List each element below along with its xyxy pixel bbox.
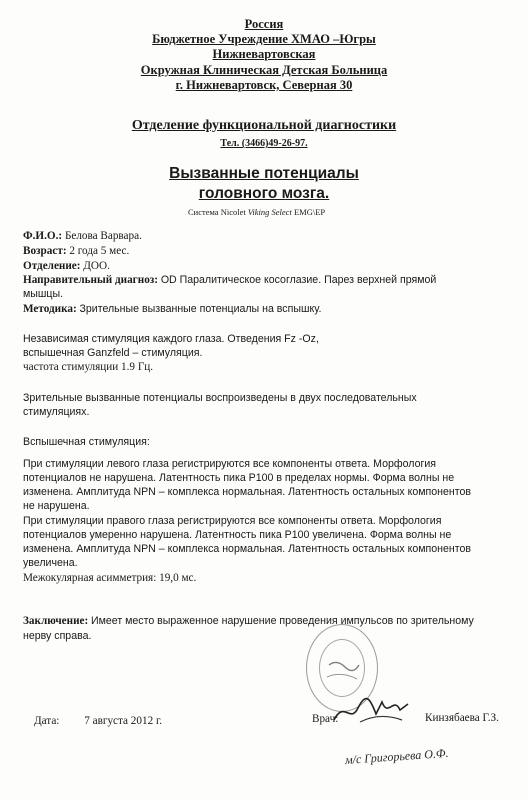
- department-phone: Тел. (3466)49-26-97.: [220, 138, 308, 149]
- header-address: г. Нижневартовск, Северная 30: [175, 78, 353, 92]
- doctor-signature: [330, 690, 420, 730]
- right-eye-line-4: увеличена.: [23, 557, 78, 569]
- system-name: Система Nicolet Viking Select EMG\EP: [188, 207, 326, 217]
- report-title-line2: головного мозга.: [198, 185, 330, 202]
- patient-name-row: Ф.И.О.: Белова Варвара.: [23, 230, 142, 242]
- conclusion-row: Заключение: Имеет место выраженное нарушение проведения импульсов по зрительному: [23, 615, 474, 627]
- asymmetry-line: Межокулярная асимметрия: 19,0 мс.: [23, 572, 197, 584]
- doctor-name: Кинзябаева Г.З.: [425, 712, 499, 724]
- header-hospital: Окружная Клиническая Детская Больница: [140, 63, 388, 77]
- conclusion-row-cont: нерву справа.: [23, 630, 92, 642]
- header-city: Нижневартовская: [212, 47, 316, 61]
- stimulation-line-3: частота стимуляции 1.9 Гц.: [23, 361, 154, 373]
- doctor-label: Врач:: [312, 713, 339, 725]
- left-eye-line-1: При стимуляции левого глаза регистрируются все компоненты ответа. Морфология: [23, 458, 436, 470]
- patient-department-row: Отделение: ДОО.: [23, 260, 110, 272]
- header-country: Россия: [244, 17, 284, 31]
- department-name: Отделение функциональной диагностики: [131, 118, 397, 133]
- diagnosis-row: Направительный диагноз: OD Паралитическое косоглазие. Парез верхней прямой: [23, 274, 437, 286]
- nurse-handwritten-note: м/с Григорьева О.Ф.: [344, 745, 449, 767]
- header-institution: Бюджетное Учреждение ХМАО –Югры: [152, 32, 376, 46]
- right-eye-line-3: изменена. Амплитуда NPN – комплекса нормальная. Латентность остальных компонентов: [23, 543, 471, 555]
- left-eye-line-4: не нарушена.: [23, 500, 90, 512]
- reproduced-line-1: Зрительные вызванные потенциалы воспроизведены в двух последовательных: [23, 392, 417, 404]
- method-row: Методика: Зрительные вызванные потенциалы на вспышку.: [23, 303, 322, 315]
- right-eye-line-1: При стимуляции правого глаза регистрируются все компоненты ответа. Морфология: [23, 515, 442, 527]
- left-eye-line-2: потенциалов не нарушена. Латентность пика P100 в пределах нормы. Форма волны не: [23, 472, 455, 484]
- flash-stimulation-heading: Вспышечная стимуляция:: [23, 436, 150, 448]
- reproduced-line-2: стимуляциях.: [23, 406, 90, 418]
- left-eye-line-3: изменена. Амплитуда NPN – комплекса нормальная. Латентность остальных компонентов: [23, 486, 471, 498]
- right-eye-line-2: потенциалов умеренно нарушена. Латентность пика P100 увеличена. Форма волны не: [23, 529, 452, 541]
- date-row: Дата: 7 августа 2012 г.: [34, 715, 163, 727]
- report-title-line1: Вызванные потенциалы: [169, 165, 359, 182]
- stimulation-line-2: вспышечная Ganzfeld – стимуляция.: [23, 347, 203, 359]
- stimulation-line-1: Независимая стимуляция каждого глаза. Отведения Fz -Oz,: [23, 333, 319, 345]
- diagnosis-row-cont: мышцы.: [23, 288, 64, 300]
- patient-age-row: Возраст: 2 года 5 мес.: [23, 245, 130, 257]
